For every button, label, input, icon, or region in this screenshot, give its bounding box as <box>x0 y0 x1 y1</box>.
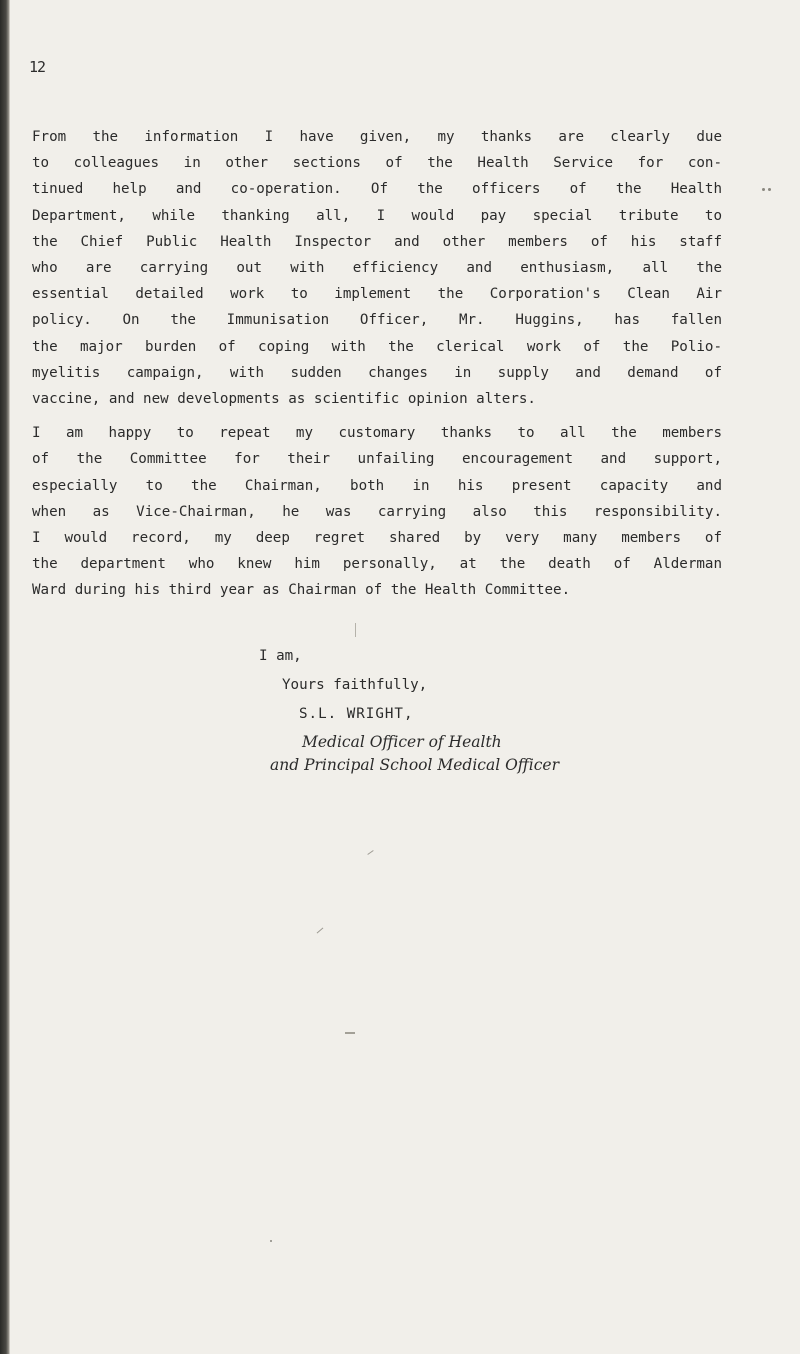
signatory-title-line-1: Medical Officer of Health <box>302 733 502 751</box>
paragraph-2 <box>32 420 722 603</box>
paper-speck <box>355 623 356 637</box>
letter-body <box>32 124 722 604</box>
salutation: I am, <box>259 648 302 664</box>
text-line: tinued help and co-operation. Of the officers of the Health <box>32 181 722 198</box>
text-line: From the information I have given, my thanks are clearly due <box>32 129 722 145</box>
paper-speck <box>762 188 765 191</box>
paper-speck <box>768 188 771 191</box>
text-line: policy. On the Immunisation Officer, Mr. Huggins, has fallen <box>32 312 722 329</box>
valediction: Yours faithfully, <box>282 677 428 693</box>
text-line: Department, while thanking all, I would pay special tribute to <box>32 207 722 224</box>
text-line: the department who knew him personally, at the death of Alderman <box>32 556 722 573</box>
paragraph-1 <box>32 124 722 412</box>
page-number: 12 <box>29 58 46 76</box>
paper-speck <box>345 1032 355 1034</box>
text-line: to colleagues in other sections of the Health Service for con- <box>32 155 722 172</box>
text-line: vaccine, and new developments as scientific opinion alters. <box>32 391 536 408</box>
text-line: the Chief Public Health Inspector and other members of his staff <box>32 233 722 250</box>
text-line: Ward during his third year as Chairman of the Health Committee. <box>32 582 571 599</box>
text-line: myelitis campaign, with sudden changes in supply and demand of <box>32 364 722 381</box>
paper-speck <box>317 928 324 934</box>
signatory-name: S.L. WRIGHT, <box>299 706 414 722</box>
text-line: I would record, my deep regret shared by very many members of <box>32 530 722 547</box>
text-line: of the Committee for their unfailing encouragement and support, <box>32 451 722 468</box>
paper-speck <box>270 1240 272 1242</box>
text-line: when as Vice-Chairman, he was carrying also this responsibility. <box>32 503 722 520</box>
text-line: essential detailed work to implement the Corporation's Clean Air <box>32 286 722 303</box>
paper-speck <box>367 850 373 855</box>
binding-edge <box>0 0 10 1354</box>
text-line: the major burden of coping with the clerical work of the Polio- <box>32 338 722 355</box>
text-line: who are carrying out with efficiency and enthusiasm, all the <box>32 260 722 277</box>
text-line: especially to the Chairman, both in his present capacity and <box>32 477 722 494</box>
text-line: I am happy to repeat my customary thanks to all the members <box>32 425 722 442</box>
signatory-title-line-2: and Principal School Medical Officer <box>270 756 560 774</box>
paragraph-gap <box>32 412 722 420</box>
